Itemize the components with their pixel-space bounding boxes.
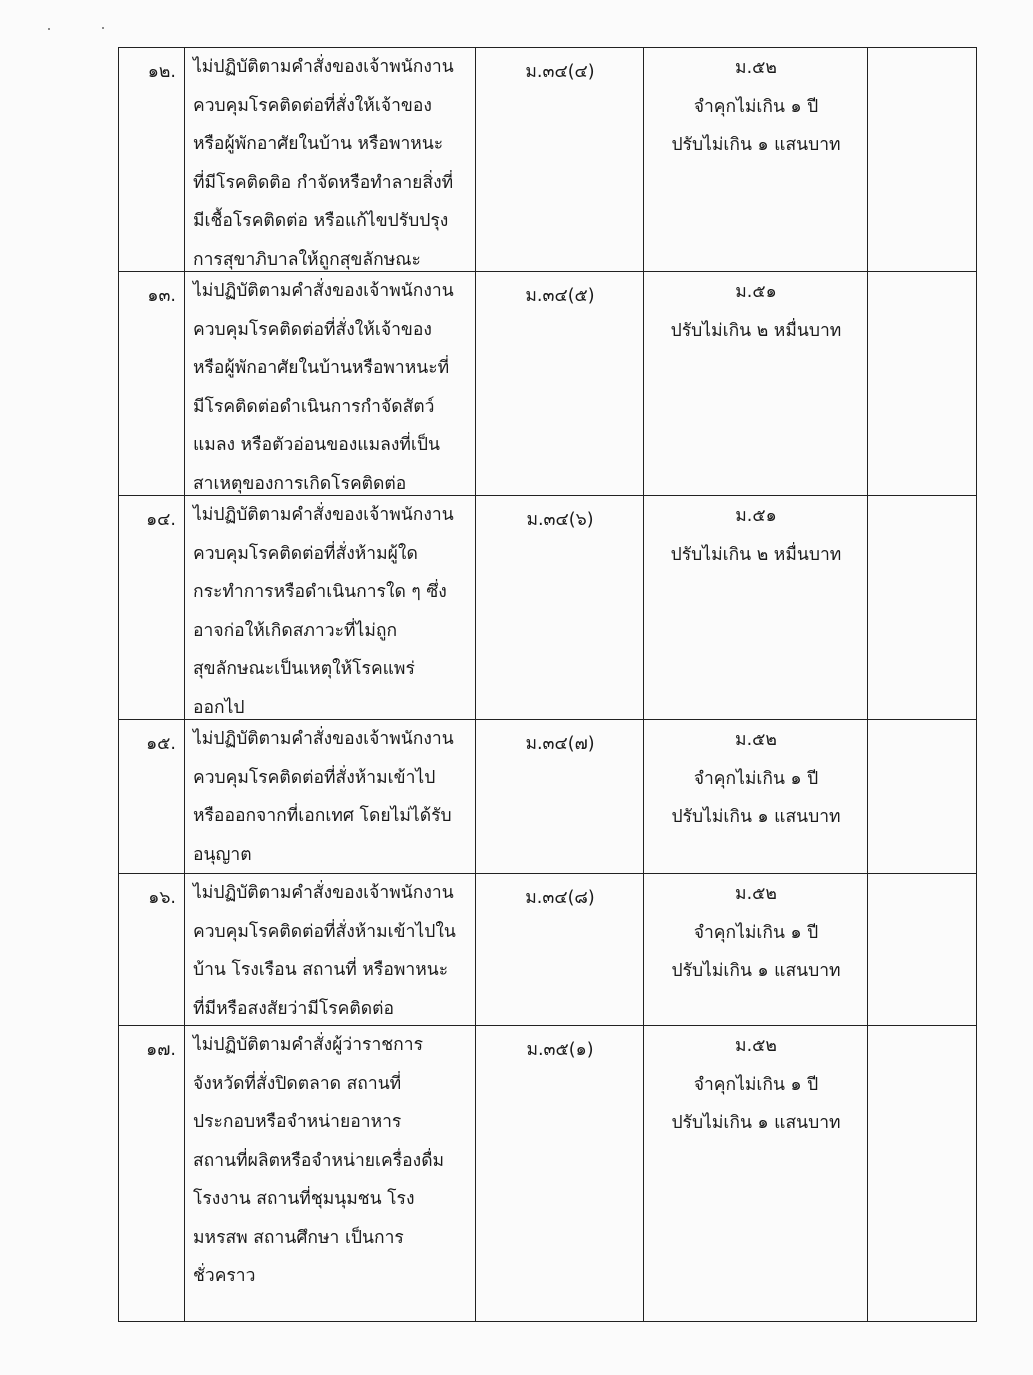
legal-section: ม.๓๔(๔): [525, 62, 595, 82]
row-number: ๑๓.: [147, 286, 176, 306]
description-line: ที่มีหรือสงสัยว่ามีโรคติดต่อ: [193, 998, 394, 1019]
description-line: ไม่ปฏิบัติตามคำสั่งของเจ้าพนักงาน: [193, 883, 454, 903]
description-line: ควบคุมโรคติดต่อที่สั่งห้ามเข้าไป: [193, 767, 436, 788]
penalty: [644, 1026, 868, 1151]
penalty: [644, 496, 868, 582]
penalty-line: ปรับไม่เกิน ๑ แสนบาท: [671, 1113, 841, 1133]
table-row: [119, 496, 976, 720]
description-line: มีเชื้อโรคติดต่อ หรือแก้ไขปรับปรุง: [193, 211, 449, 231]
description-line: ควบคุมโรคติดต่อที่สั่งให้เจ้าของ: [193, 319, 432, 340]
row-number: ๑๔.: [146, 510, 176, 530]
description-line: มีโรคติดต่อดำเนินการกำจัดสัตว์: [193, 396, 435, 417]
offense-description: [185, 720, 476, 880]
penalty-line: ปรับไม่เกิน ๑ แสนบาท: [671, 807, 841, 827]
description-line: ไม่ปฏิบัติตามคำสั่งผู้ว่าราชการ: [193, 1035, 423, 1055]
description-line: อนุญาต: [193, 844, 252, 865]
penalty-line: จำคุกไม่เกิน ๑ ปี: [693, 1074, 819, 1095]
description-line: มหรสพ สถานศึกษา เป็นการ: [193, 1227, 404, 1248]
penalty-line: ปรับไม่เกิน ๑ แสนบาท: [671, 961, 841, 981]
description-line: ชั่วคราว: [193, 1266, 256, 1286]
penalty-line: ม.๕๑: [735, 506, 777, 526]
penalty: [644, 874, 868, 999]
offense-description: [185, 272, 476, 509]
penalty-line: ปรับไม่เกิน ๒ หมื่นบาท: [670, 320, 842, 341]
description-line: ไม่ปฏิบัติตามคำสั่งของเจ้าพนักงาน: [193, 729, 454, 749]
description-line: ออกไป: [193, 697, 245, 718]
description-line: แมลง หรือตัวอ่อนของแมลงที่เป็น: [193, 435, 440, 455]
description-line: ไม่ปฏิบัติตามคำสั่งของเจ้าพนักงาน: [193, 281, 454, 301]
description-line: ไม่ปฏิบัติตามคำสั่งของเจ้าพนักงาน: [193, 57, 454, 77]
penalty: [644, 720, 868, 845]
offense-description: [185, 48, 476, 285]
penalty-line: จำคุกไม่เกิน ๑ ปี: [693, 768, 819, 789]
penalty: [644, 48, 868, 173]
penalty-line: ม.๕๒: [735, 730, 777, 750]
description-line: สุขลักษณะเป็นเหตุให้โรคแพร่: [193, 659, 415, 679]
penalty-line: ม.๕๒: [735, 884, 777, 904]
scan-speck: [48, 28, 50, 30]
legal-section: ม.๓๔(๕): [525, 286, 595, 306]
description-line: สาเหตุของการเกิดโรคติดต่อ: [193, 473, 407, 494]
description-line: หรือผู้พักอาศัยในบ้าน หรือพาหนะ: [193, 134, 444, 154]
legal-section: ม.๓๔(๗): [525, 734, 595, 754]
description-line: อาจก่อให้เกิดสภาวะที่ไม่ถูก: [193, 620, 398, 641]
penalty-line: จำคุกไม่เกิน ๑ ปี: [693, 922, 819, 943]
table-row: [119, 272, 976, 496]
description-line: กระทำการหรือดำเนินการใด ๆ ซึ่ง: [193, 582, 447, 602]
description-line: หรือผู้พักอาศัยในบ้านหรือพาหนะที่: [193, 358, 450, 378]
penalty-line: ม.๕๑: [735, 282, 777, 302]
penalty: [644, 272, 868, 358]
offense-description: [185, 496, 476, 733]
table-row: [119, 48, 976, 272]
table-row: [119, 720, 976, 874]
offense-description: [185, 874, 476, 1034]
description-line: บ้าน โรงเรือน สถานที่ หรือพาหนะ: [193, 960, 449, 980]
description-line: ประกอบหรือจำหน่ายอาหาร: [193, 1112, 402, 1132]
offense-penalty-table: [118, 47, 977, 1322]
description-line: ที่มีโรคติดติอ กำจัดหรือทำลายสิ่งที่: [193, 172, 454, 193]
offense-description: [185, 1026, 476, 1302]
row-number: ๑๒.: [147, 62, 176, 82]
legal-section: ม.๓๔(๘): [525, 888, 595, 908]
table-row: [119, 1026, 976, 1321]
description-line: ควบคุมโรคติดต่อที่สั่งห้ามผู้ใด: [193, 543, 418, 564]
penalty-line: จำคุกไม่เกิน ๑ ปี: [693, 96, 819, 117]
description-line: ไม่ปฏิบัติตามคำสั่งของเจ้าพนักงาน: [193, 505, 454, 525]
row-number: ๑๖.: [148, 888, 176, 908]
description-line: โรงงาน สถานที่ชุมนุมชน โรง: [193, 1189, 415, 1209]
description-line: สถานที่ผลิตหรือจำหน่ายเครื่องดื่ม: [193, 1150, 445, 1171]
description-line: ควบคุมโรคติดต่อที่สั่งให้เจ้าของ: [193, 95, 432, 116]
legal-section: ม.๓๔(๖): [526, 510, 594, 530]
scan-speck: [102, 27, 104, 29]
table-row: [119, 874, 976, 1026]
description-line: จังหวัดที่สั่งปิดตลาด สถานที่: [193, 1073, 402, 1094]
penalty-line: ปรับไม่เกิน ๑ แสนบาท: [671, 135, 841, 155]
legal-section: ม.๓๕(๑): [526, 1040, 594, 1060]
row-number: ๑๗.: [146, 1040, 176, 1060]
description-line: หรือออกจากที่เอกเทศ โดยไม่ได้รับ: [193, 806, 452, 826]
description-line: ควบคุมโรคติดต่อที่สั่งห้ามเข้าไปใน: [193, 921, 456, 942]
penalty-line: ม.๕๒: [735, 58, 777, 78]
penalty-line: ปรับไม่เกิน ๒ หมื่นบาท: [670, 544, 842, 565]
row-number: ๑๕.: [146, 734, 176, 754]
penalty-line: ม.๕๒: [735, 1036, 777, 1056]
description-line: การสุขาภิบาลให้ถูกสุขลักษณะ: [193, 249, 421, 270]
